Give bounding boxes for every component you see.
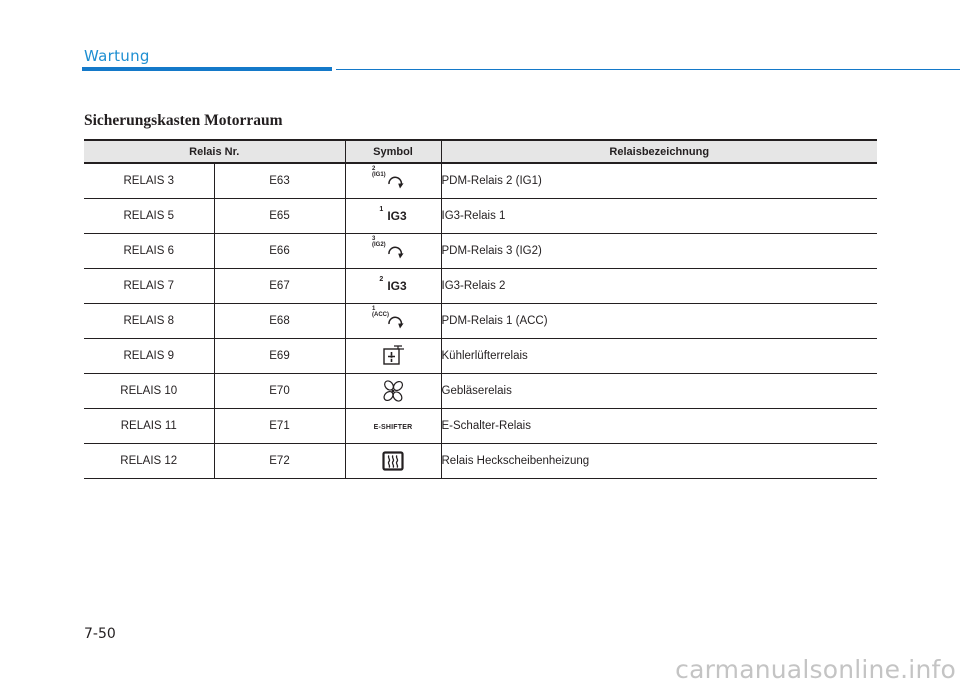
relay-code: E68 xyxy=(214,304,345,339)
column-header-relay-name: Relaisbezeichnung xyxy=(441,140,877,163)
relay-number: RELAIS 8 xyxy=(84,304,214,339)
e-shifter-symbol: E-SHIFTER xyxy=(373,424,413,431)
relay-symbol xyxy=(345,199,441,234)
relay-table xyxy=(84,139,877,479)
table-row xyxy=(84,199,877,234)
relay-code: E72 xyxy=(214,444,345,479)
relay-symbol-label: 3 (IG2) xyxy=(372,236,386,248)
relay-symbol xyxy=(345,374,441,409)
relay-code: E65 xyxy=(214,199,345,234)
ig3-symbol: 1 IG3 xyxy=(379,206,407,223)
relay-number: RELAIS 3 xyxy=(84,163,214,199)
relay-name: PDM-Relais 3 (IG2) xyxy=(441,234,877,269)
relay-symbol-label: 2 (IG1) xyxy=(372,166,386,178)
relay-code: E69 xyxy=(214,339,345,374)
table-row xyxy=(84,269,877,304)
ig3-symbol: 2 IG3 xyxy=(379,276,407,293)
relay-symbol xyxy=(345,444,441,479)
relay-name: PDM-Relais 2 (IG1) xyxy=(441,163,877,199)
table-row xyxy=(84,409,877,444)
relay-name: E-Schalter-Relais xyxy=(441,409,877,444)
relay-symbol xyxy=(345,304,441,339)
relay-coil-icon xyxy=(372,308,414,334)
relay-symbol xyxy=(345,339,441,374)
rear-defrost-icon xyxy=(380,449,406,473)
relay-symbol xyxy=(345,409,441,444)
relay-number: RELAIS 12 xyxy=(84,444,214,479)
table-header-row xyxy=(84,140,877,163)
header-rule-thick xyxy=(82,67,332,71)
relay-number: RELAIS 10 xyxy=(84,374,214,409)
relay-name: IG3-Relais 2 xyxy=(441,269,877,304)
relay-symbol-label: 1 (ACC) xyxy=(372,306,389,318)
relay-code: E71 xyxy=(214,409,345,444)
relay-number: RELAIS 6 xyxy=(84,234,214,269)
relay-symbol xyxy=(345,163,441,199)
relay-number: RELAIS 11 xyxy=(84,409,214,444)
relay-name: Relais Heckscheibenheizung xyxy=(441,444,877,479)
column-header-relay-no: Relais Nr. xyxy=(84,140,345,163)
table-row xyxy=(84,374,877,409)
relay-number: RELAIS 7 xyxy=(84,269,214,304)
table-row xyxy=(84,339,877,374)
relay-code: E70 xyxy=(214,374,345,409)
relay-coil-icon xyxy=(372,168,414,194)
table-row xyxy=(84,304,877,339)
column-header-symbol: Symbol xyxy=(345,140,441,163)
relay-name: Gebläserelais xyxy=(441,374,877,409)
relay-name: PDM-Relais 1 (ACC) xyxy=(441,304,877,339)
table-body xyxy=(84,163,877,479)
radiator-fan-icon xyxy=(379,343,407,369)
blower-fan-icon xyxy=(380,378,406,404)
relay-code: E66 xyxy=(214,234,345,269)
relay-symbol xyxy=(345,234,441,269)
watermark: carmanualsonline.info xyxy=(675,655,956,684)
table-row xyxy=(84,163,877,199)
relay-code: E63 xyxy=(214,163,345,199)
relay-name: IG3-Relais 1 xyxy=(441,199,877,234)
page-number: 7-50 xyxy=(84,626,116,642)
table-row xyxy=(84,234,877,269)
relay-symbol xyxy=(345,269,441,304)
relay-name: Kühlerlüfterrelais xyxy=(441,339,877,374)
section-label: Wartung xyxy=(84,47,150,65)
relay-number: RELAIS 5 xyxy=(84,199,214,234)
page-title: Sicherungskasten Motorraum xyxy=(84,112,283,129)
relay-code: E67 xyxy=(214,269,345,304)
relay-number: RELAIS 9 xyxy=(84,339,214,374)
relay-coil-icon xyxy=(372,238,414,264)
table-row xyxy=(84,444,877,479)
header-rule-thin xyxy=(336,69,960,70)
